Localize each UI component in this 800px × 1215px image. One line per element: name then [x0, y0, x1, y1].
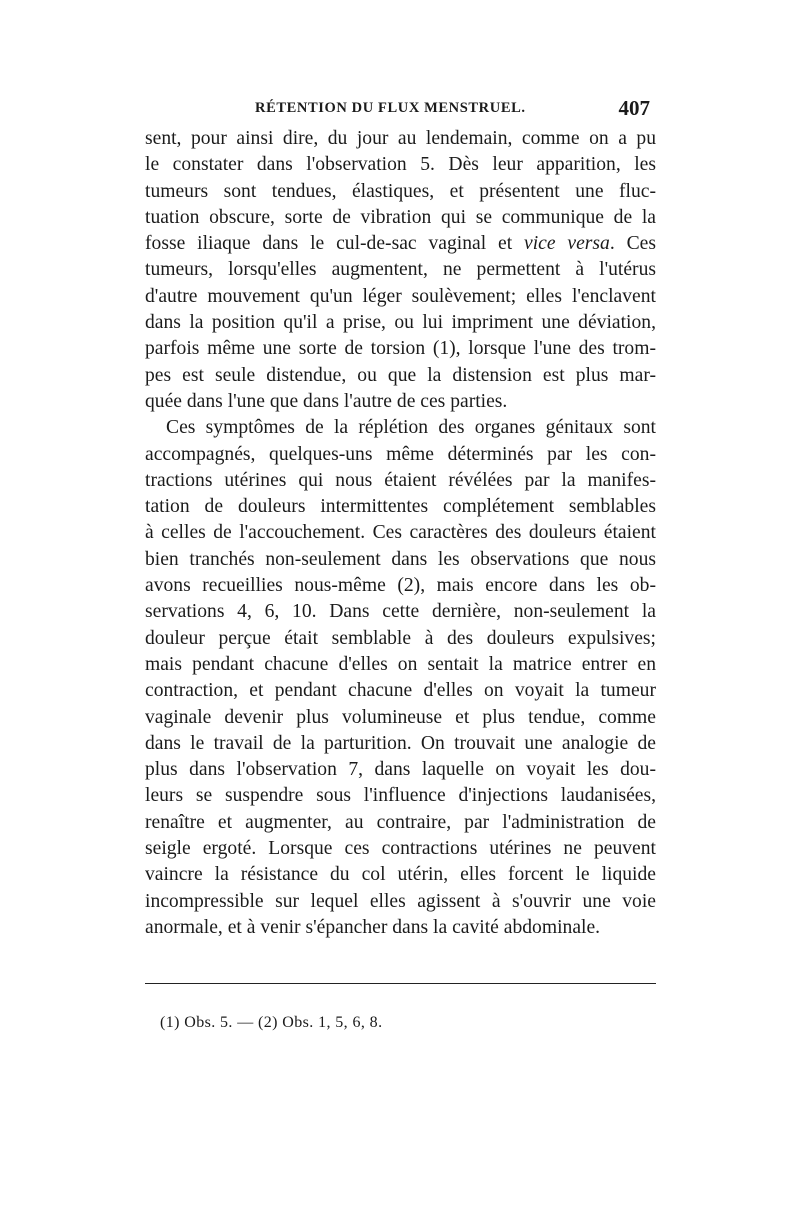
text-line: avons recueillies nous-même (2), mais encore dans les ob-	[145, 575, 656, 597]
text-line: tumeurs, lorsqu'elles augmentent, ne permettent à l'utérus	[145, 259, 656, 281]
text-line: tuation obscure, sorte de vibration qui se communique de la	[145, 206, 656, 228]
text-line: le constater dans l'observation 5. Dès leur apparition, les	[145, 154, 656, 176]
text-line: Ces symptômes de la réplétion des organes génitaux sont	[166, 417, 656, 439]
text-line: incompressible sur lequel elles agissent à s'ouvrir une voie	[145, 890, 656, 912]
text-line: dans le travail de la parturition. On trouvait une analogie de	[145, 732, 656, 754]
text-line: bien tranchés non-seulement dans les observations que nous	[145, 548, 656, 570]
paragraph-1	[145, 126, 656, 415]
text-line: d'autre mouvement qu'un léger soulèvement; elles l'enclavent	[145, 285, 656, 307]
running-title: RÉTENTION DU FLUX MENSTRUEL.	[255, 100, 526, 116]
text-line: tation de douleurs intermittentes complétement semblables	[145, 496, 656, 518]
running-header	[145, 96, 656, 122]
text-line: plus dans l'observation 7, dans laquelle on voyait les dou-	[145, 759, 656, 781]
page-number: 407	[618, 96, 650, 120]
text-line: accompagnés, quelques-uns même déterminés par les con-	[145, 443, 656, 465]
text-line: parfois même une sorte de torsion (1), lorsque l'une des trom-	[145, 338, 656, 360]
text-line: contraction, et pendant chacune d'elles on voyait la tumeur	[145, 680, 656, 702]
text-line: sent, pour ainsi dire, du jour au lendemain, comme on a pu	[145, 128, 656, 149]
text-line: anormale, et à venir s'épancher dans la cavité abdominale.	[145, 916, 601, 938]
text-line: tractions utérines qui nous étaient révélées par la manifes-	[145, 469, 656, 491]
text-line: douleur perçue était semblable à des douleurs expulsives;	[145, 627, 656, 649]
text-line: renaître et augmenter, au contraire, par l'administration de	[145, 811, 656, 833]
text-line: à celles de l'accouchement. Ces caractères des douleurs étaient	[145, 522, 656, 544]
text-line: mais pendant chacune d'elles on sentait la matrice entrer en	[145, 653, 656, 675]
text-line: tumeurs sont tendues, élastiques, et présentent une fluc-	[145, 180, 656, 202]
text-line: fosse iliaque dans le cul-de-sac vaginal et vice versa. Ces	[145, 233, 656, 255]
text-line: quée dans l'une que dans l'autre de ces parties.	[145, 390, 508, 412]
text-line: vaginale devenir plus volumineuse et plus tendue, comme	[145, 706, 656, 728]
body-text	[145, 126, 656, 941]
footnote-rule	[145, 983, 656, 984]
text-line: seigle ergoté. Lorsque ces contractions utérines ne peuvent	[145, 838, 656, 860]
footnotes: (1) Obs. 5. — (2) Obs. 1, 5, 6, 8.	[160, 1014, 383, 1031]
text-line: pes est seule distendue, ou que la distension est plus mar-	[145, 364, 656, 386]
text-line: vaincre la résistance du col utérin, elles forcent le liquide	[145, 864, 656, 886]
paragraph-2	[145, 415, 656, 941]
text-line: leurs se suspendre sous l'influence d'injections laudanisées,	[145, 785, 656, 807]
text-line: dans la position qu'il a prise, ou lui impriment une déviation,	[145, 312, 656, 334]
text-line: servations 4, 6, 10. Dans cette dernière, non-seulement la	[145, 601, 656, 623]
